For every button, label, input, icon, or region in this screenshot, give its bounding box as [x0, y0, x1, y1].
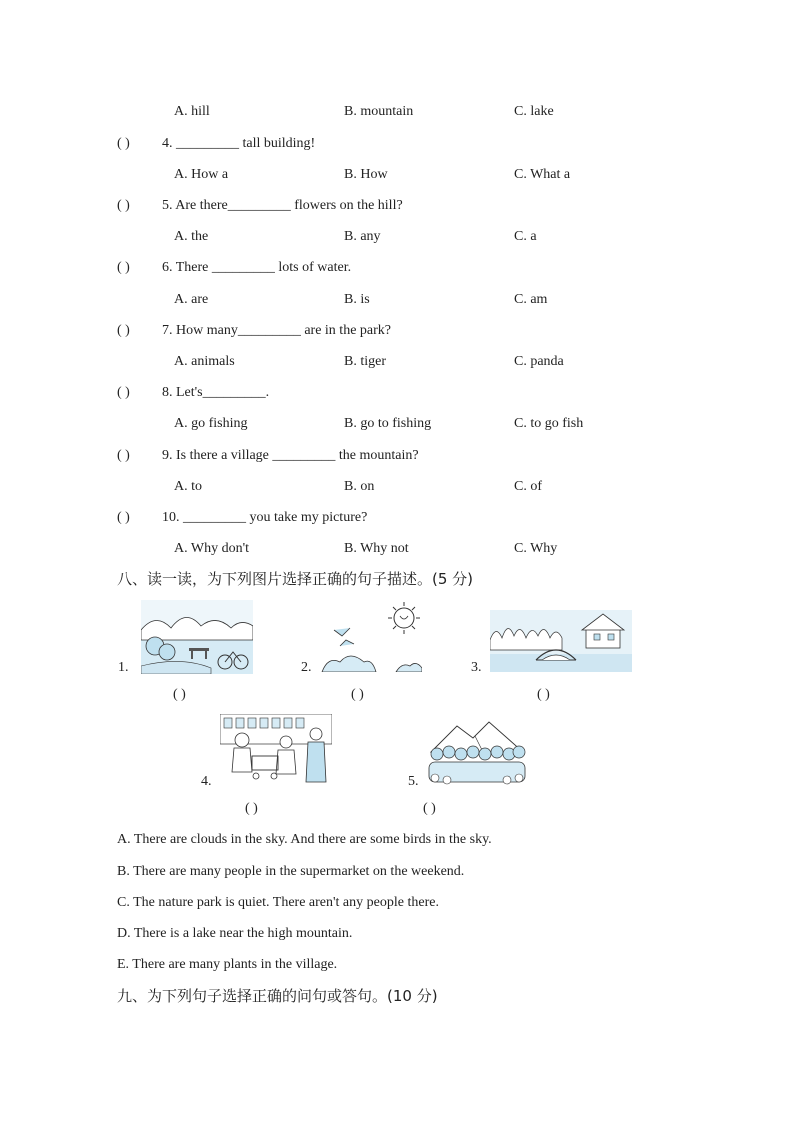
picture5-number: 5.: [408, 774, 419, 789]
q8-option-b: B. go to fishing: [344, 416, 432, 431]
q4-option-c: C. What a: [514, 167, 571, 182]
picture2-number: 2.: [301, 660, 312, 675]
q7-text: 7. How many_________ are in the park?: [162, 323, 391, 338]
q10-option-b: B. Why not: [344, 541, 409, 556]
sentence-e: E. There are many plants in the village.: [117, 957, 338, 972]
sentence-b: B. There are many people in the supermarket on the weekend.: [117, 864, 465, 879]
sentence-c: C. The nature park is quiet. There aren't any people there.: [117, 895, 439, 910]
q9-option-a: A. to: [174, 479, 202, 494]
q10-option-a: A. Why don't: [174, 541, 249, 556]
picture4-answer-paren: ( ): [245, 801, 258, 816]
q5-paren: ( ): [117, 198, 130, 213]
q5-option-a: A. the: [174, 229, 209, 244]
q3-option-c: C. lake: [514, 104, 554, 119]
q3-option-b: B. mountain: [344, 104, 414, 119]
q7-option-c: C. panda: [514, 354, 564, 369]
picture5-mountain-lake-image: [427, 718, 527, 786]
q9-option-b: B. on: [344, 479, 375, 494]
q9-paren: ( ): [117, 448, 130, 463]
q7-paren: ( ): [117, 323, 130, 338]
q8-text: 8. Let's_________.: [162, 385, 270, 400]
q4-option-a: A. How a: [174, 167, 229, 182]
section9-heading: 九、为下列句子选择正确的问句或答句。(10 分): [117, 987, 438, 1005]
picture2-sky-birds-image: [320, 600, 422, 672]
q7-option-b: B. tiger: [344, 354, 386, 369]
q4-paren: ( ): [117, 136, 130, 151]
q5-option-c: C. a: [514, 229, 537, 244]
picture3-number: 3.: [471, 660, 482, 675]
picture5-answer-paren: ( ): [423, 801, 436, 816]
q8-option-c: C. to go fish: [514, 416, 584, 431]
q10-option-c: C. Why: [514, 541, 558, 556]
q8-option-a: A. go fishing: [174, 416, 248, 431]
sentence-a: A. There are clouds in the sky. And there are some birds in the sky.: [117, 832, 492, 847]
picture1-nature-park-image: [141, 600, 253, 674]
q4-option-b: B. How: [344, 167, 388, 182]
q6-text: 6. There _________ lots of water.: [162, 260, 352, 275]
q6-option-a: A. are: [174, 292, 209, 307]
picture4-supermarket-image: [220, 714, 332, 786]
q9-text: 9. Is there a village _________ the mountain?: [162, 448, 419, 463]
picture3-answer-paren: ( ): [537, 687, 550, 702]
q10-text: 10. _________ you take my picture?: [162, 510, 368, 525]
q7-option-a: A. animals: [174, 354, 235, 369]
q10-paren: ( ): [117, 510, 130, 525]
q6-option-c: C. am: [514, 292, 548, 307]
q8-paren: ( ): [117, 385, 130, 400]
q9-option-c: C. of: [514, 479, 542, 494]
picture1-number: 1.: [118, 660, 129, 675]
picture4-number: 4.: [201, 774, 212, 789]
q4-text: 4. _________ tall building!: [162, 136, 316, 151]
section8-heading: 八、读一读，为下列图片选择正确的句子描述。(5 分): [117, 570, 474, 588]
q6-option-b: B. is: [344, 292, 370, 307]
q5-text: 5. Are there_________ flowers on the hill?: [162, 198, 403, 213]
picture1-answer-paren: ( ): [173, 687, 186, 702]
picture3-village-image: [490, 610, 632, 672]
sentence-d: D. There is a lake near the high mountain.: [117, 926, 353, 941]
q6-paren: ( ): [117, 260, 130, 275]
q5-option-b: B. any: [344, 229, 381, 244]
picture2-answer-paren: ( ): [351, 687, 364, 702]
q3-option-a: A. hill: [174, 104, 210, 119]
